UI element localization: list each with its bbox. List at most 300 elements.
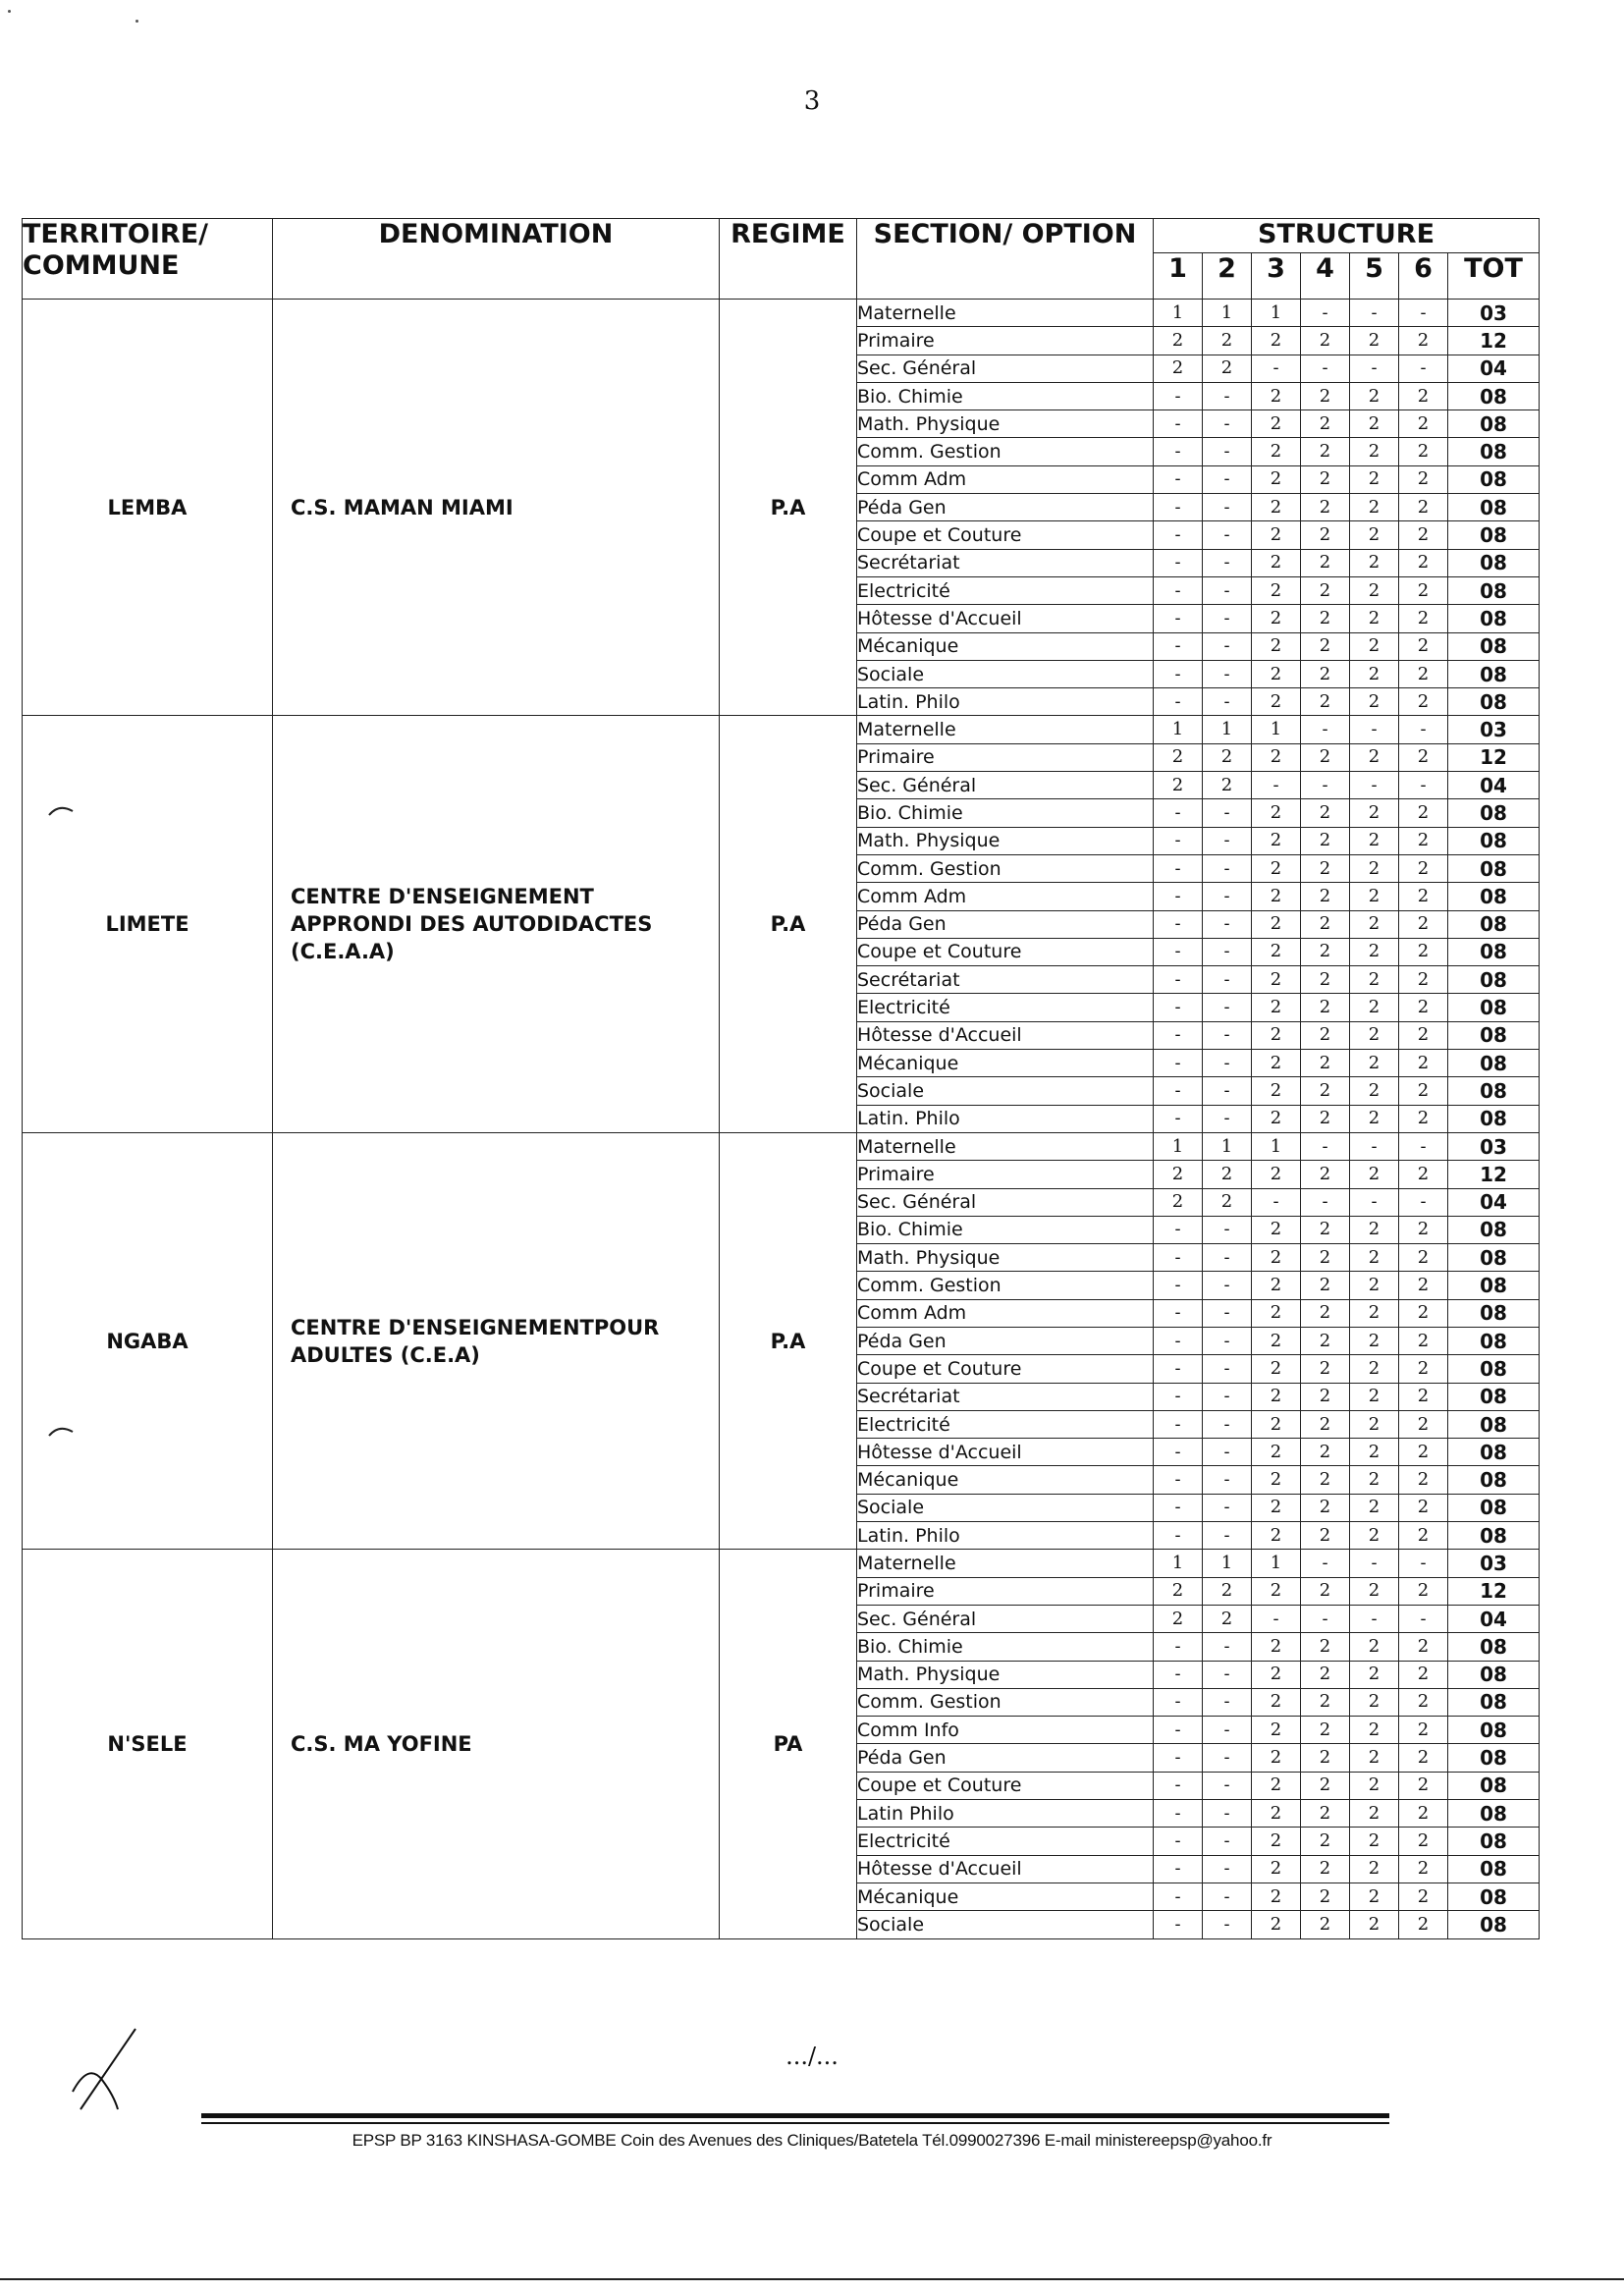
header-territoire: TERRITOIRE/ COMMUNE [23,219,273,300]
level-4-cell: 2 [1301,1439,1350,1466]
table-header [23,219,1540,300]
level-2-cell: 2 [1203,1161,1252,1188]
level-5-cell: 2 [1350,465,1399,493]
level-3-cell: 2 [1252,1577,1301,1605]
level-6-cell: 2 [1399,1522,1448,1550]
level-5-cell: 2 [1350,854,1399,882]
option-cell: Maternelle [857,1132,1154,1160]
level-1-cell: - [1154,1355,1203,1383]
denomination-line: CENTRE D'ENSEIGNEMENT [291,885,594,909]
level-6-cell: 2 [1399,1327,1448,1354]
option-cell: Sociale [857,660,1154,687]
header-level-4: 4 [1301,253,1350,300]
tot-cell: 08 [1448,1077,1540,1105]
level-2-cell: 1 [1203,1132,1252,1160]
level-5-cell: 2 [1350,1772,1399,1799]
level-6-cell: 2 [1399,1772,1448,1799]
option-cell: Comm. Gestion [857,1688,1154,1716]
level-1-cell: - [1154,1800,1203,1828]
level-1-cell: - [1154,521,1203,549]
level-4-cell: 2 [1301,1410,1350,1438]
level-5-cell: - [1350,300,1399,327]
option-cell: Bio. Chimie [857,382,1154,409]
header-tot: TOT [1448,253,1540,300]
tot-cell: 03 [1448,716,1540,743]
tot-cell: 08 [1448,494,1540,521]
option-cell: Mécanique [857,1883,1154,1910]
schools-structure-table [22,218,1540,1939]
option-cell: Electricité [857,1410,1154,1438]
level-6-cell: 2 [1399,1911,1448,1938]
level-2-cell: - [1203,382,1252,409]
level-1-cell: 1 [1154,1550,1203,1577]
tot-cell: 08 [1448,632,1540,660]
table-row [23,716,1540,743]
tot-cell: 08 [1448,910,1540,938]
level-3-cell: - [1252,1605,1301,1632]
level-6-cell: 2 [1399,688,1448,716]
level-2-cell: - [1203,1744,1252,1772]
option-cell: Primaire [857,327,1154,355]
level-4-cell: 2 [1301,910,1350,938]
level-5-cell: - [1350,1132,1399,1160]
option-cell: Secrétariat [857,1383,1154,1410]
option-cell: Latin. Philo [857,1105,1154,1132]
option-cell: Hôtesse d'Accueil [857,1021,1154,1049]
level-3-cell: - [1252,355,1301,382]
level-1-cell: - [1154,966,1203,994]
level-4-cell: - [1301,300,1350,327]
level-2-cell: - [1203,994,1252,1021]
level-5-cell: 2 [1350,1883,1399,1910]
level-3-cell: 2 [1252,1439,1301,1466]
level-4-cell: 2 [1301,1828,1350,1855]
level-4-cell: 2 [1301,938,1350,965]
level-3-cell: 2 [1252,576,1301,604]
level-1-cell: - [1154,1050,1203,1077]
level-2-cell: - [1203,1494,1252,1521]
level-1-cell: - [1154,1272,1203,1299]
level-3-cell: 2 [1252,799,1301,827]
level-2-cell: - [1203,1410,1252,1438]
level-1-cell: 2 [1154,327,1203,355]
level-2-cell: 2 [1203,1188,1252,1216]
level-6-cell: 2 [1399,1800,1448,1828]
denomination-line: CENTRE D'ENSEIGNEMENTPOUR [291,1315,660,1339]
level-2-cell: - [1203,1828,1252,1855]
tot-cell: 03 [1448,1550,1540,1577]
level-2-cell: - [1203,1077,1252,1105]
level-1-cell: - [1154,465,1203,493]
level-6-cell: 2 [1399,854,1448,882]
level-6-cell: - [1399,1605,1448,1632]
tot-cell: 08 [1448,1299,1540,1327]
level-2-cell: - [1203,1633,1252,1661]
tot-cell: 03 [1448,1132,1540,1160]
option-cell: Comm Adm [857,465,1154,493]
option-cell: Secrétariat [857,549,1154,576]
tot-cell: 08 [1448,1272,1540,1299]
level-2-cell: - [1203,910,1252,938]
level-3-cell: 2 [1252,854,1301,882]
tot-cell: 08 [1448,521,1540,549]
level-4-cell: 2 [1301,660,1350,687]
level-2-cell: - [1203,1050,1252,1077]
level-1-cell: 2 [1154,1605,1203,1632]
level-4-cell: 2 [1301,494,1350,521]
level-4-cell: 2 [1301,1355,1350,1383]
option-cell: Coupe et Couture [857,521,1154,549]
option-cell: Sec. Général [857,355,1154,382]
level-1-cell: - [1154,1633,1203,1661]
tot-cell: 08 [1448,1688,1540,1716]
level-6-cell: 2 [1399,827,1448,854]
tot-cell: 08 [1448,1216,1540,1243]
level-3-cell: 2 [1252,1772,1301,1799]
level-1-cell: - [1154,576,1203,604]
level-5-cell: 2 [1350,1327,1399,1354]
level-1-cell: - [1154,1717,1203,1744]
option-cell: Coupe et Couture [857,1772,1154,1799]
level-4-cell: 2 [1301,521,1350,549]
level-5-cell: 2 [1350,1661,1399,1688]
option-cell: Latin. Philo [857,688,1154,716]
level-5-cell: 2 [1350,1855,1399,1883]
level-3-cell: 2 [1252,660,1301,687]
level-5-cell: - [1350,1188,1399,1216]
tot-cell: 08 [1448,994,1540,1021]
level-2-cell: - [1203,854,1252,882]
level-2-cell: 1 [1203,1550,1252,1577]
level-1-cell: - [1154,1077,1203,1105]
level-6-cell: 2 [1399,1021,1448,1049]
level-6-cell: - [1399,355,1448,382]
level-1-cell: - [1154,1494,1203,1521]
level-3-cell: 2 [1252,605,1301,632]
level-6-cell: 2 [1399,632,1448,660]
level-6-cell: 2 [1399,1383,1448,1410]
level-6-cell: 2 [1399,438,1448,465]
regime-cell: P.A [720,1132,857,1549]
level-1-cell: - [1154,994,1203,1021]
option-cell: Péda Gen [857,1744,1154,1772]
tot-cell: 08 [1448,883,1540,910]
level-2-cell: 1 [1203,716,1252,743]
level-5-cell: 2 [1350,1522,1399,1550]
level-2-cell: - [1203,521,1252,549]
header-level-5: 5 [1350,253,1399,300]
level-3-cell: 2 [1252,1911,1301,1938]
tot-cell: 08 [1448,438,1540,465]
header-section-option: SECTION/ OPTION [857,219,1154,300]
level-3-cell: 2 [1252,521,1301,549]
level-5-cell: 2 [1350,1466,1399,1494]
level-5-cell: - [1350,716,1399,743]
continued-marker: .../... [785,2043,839,2070]
level-4-cell: 2 [1301,576,1350,604]
tot-cell: 08 [1448,1494,1540,1521]
level-3-cell: 2 [1252,1327,1301,1354]
tot-cell: 08 [1448,938,1540,965]
level-6-cell: 2 [1399,576,1448,604]
level-3-cell: 2 [1252,1021,1301,1049]
commune-cell: LIMETE [23,716,273,1132]
level-4-cell: 2 [1301,465,1350,493]
level-3-cell: 2 [1252,1077,1301,1105]
level-2-cell: 2 [1203,1605,1252,1632]
level-2-cell: - [1203,1021,1252,1049]
level-1-cell: - [1154,1439,1203,1466]
level-2-cell: - [1203,883,1252,910]
level-3-cell: 2 [1252,327,1301,355]
level-5-cell: 2 [1350,438,1399,465]
option-cell: Mécanique [857,1050,1154,1077]
option-cell: Maternelle [857,300,1154,327]
level-2-cell: 1 [1203,300,1252,327]
level-3-cell: 2 [1252,910,1301,938]
level-1-cell: - [1154,494,1203,521]
level-5-cell: 2 [1350,799,1399,827]
level-3-cell: 2 [1252,1494,1301,1521]
level-6-cell: 2 [1399,605,1448,632]
level-5-cell: 2 [1350,1355,1399,1383]
scan-speck [135,20,138,23]
level-6-cell: 2 [1399,660,1448,687]
regime-cell: PA [720,1550,857,1938]
option-cell: Bio. Chimie [857,1633,1154,1661]
level-4-cell: 2 [1301,688,1350,716]
level-1-cell: - [1154,1883,1203,1910]
tot-cell: 08 [1448,854,1540,882]
level-5-cell: 2 [1350,1577,1399,1605]
level-6-cell: 2 [1399,883,1448,910]
level-6-cell: 2 [1399,743,1448,771]
level-5-cell: - [1350,1550,1399,1577]
level-5-cell: 2 [1350,576,1399,604]
denomination-cell [273,300,720,716]
tot-cell: 12 [1448,743,1540,771]
option-cell: Sociale [857,1911,1154,1938]
level-2-cell: - [1203,688,1252,716]
option-cell: Secrétariat [857,966,1154,994]
option-cell: Maternelle [857,1550,1154,1577]
level-3-cell: 1 [1252,1550,1301,1577]
level-4-cell: 2 [1301,1021,1350,1049]
commune-cell: LEMBA [23,300,273,716]
tot-cell: 08 [1448,1466,1540,1494]
level-3-cell: 2 [1252,1744,1301,1772]
level-3-cell: 2 [1252,438,1301,465]
page-number: 3 [803,86,821,116]
level-2-cell: - [1203,799,1252,827]
tot-cell: 08 [1448,827,1540,854]
level-1-cell: - [1154,1522,1203,1550]
level-6-cell: 2 [1399,799,1448,827]
tot-cell: 04 [1448,772,1540,799]
option-cell: Comm. Gestion [857,438,1154,465]
tot-cell: 08 [1448,1800,1540,1828]
denomination-cell [273,1132,720,1549]
option-cell: Comm Adm [857,883,1154,910]
level-6-cell: 2 [1399,1633,1448,1661]
level-5-cell: 2 [1350,1744,1399,1772]
tot-cell: 08 [1448,549,1540,576]
level-4-cell: 2 [1301,410,1350,438]
regime-cell: P.A [720,716,857,1132]
level-3-cell: 2 [1252,827,1301,854]
level-6-cell: 2 [1399,1744,1448,1772]
level-1-cell: - [1154,1661,1203,1688]
level-3-cell: 2 [1252,1828,1301,1855]
level-5-cell: 2 [1350,1244,1399,1272]
level-6-cell: 2 [1399,465,1448,493]
level-6-cell: 2 [1399,1077,1448,1105]
level-6-cell: 2 [1399,1272,1448,1299]
level-4-cell: 2 [1301,883,1350,910]
level-5-cell: 2 [1350,1494,1399,1521]
tot-cell: 08 [1448,1355,1540,1383]
table-row [23,1550,1540,1577]
level-5-cell: 2 [1350,938,1399,965]
option-cell: Latin. Philo [857,1522,1154,1550]
level-4-cell: 2 [1301,1717,1350,1744]
level-1-cell: - [1154,605,1203,632]
denomination-line: (C.E.A.A) [291,940,395,964]
level-2-cell: - [1203,1272,1252,1299]
level-3-cell: 2 [1252,883,1301,910]
level-3-cell: 2 [1252,1855,1301,1883]
level-5-cell: 2 [1350,1688,1399,1716]
level-6-cell: - [1399,1132,1448,1160]
level-4-cell: 2 [1301,549,1350,576]
level-3-cell: 2 [1252,743,1301,771]
level-4-cell: 2 [1301,1161,1350,1188]
level-4-cell: 2 [1301,605,1350,632]
level-6-cell: - [1399,1550,1448,1577]
level-1-cell: - [1154,1383,1203,1410]
option-cell: Hôtesse d'Accueil [857,1855,1154,1883]
level-3-cell: 2 [1252,1105,1301,1132]
level-5-cell: 2 [1350,743,1399,771]
level-6-cell: 2 [1399,938,1448,965]
level-5-cell: 2 [1350,1633,1399,1661]
level-1-cell: - [1154,549,1203,576]
tot-cell: 08 [1448,1410,1540,1438]
level-5-cell: 2 [1350,1077,1399,1105]
level-5-cell: 2 [1350,660,1399,687]
level-6-cell: 2 [1399,1244,1448,1272]
option-cell: Hôtesse d'Accueil [857,605,1154,632]
level-5-cell: 2 [1350,410,1399,438]
level-2-cell: - [1203,938,1252,965]
tot-cell: 04 [1448,1188,1540,1216]
level-4-cell: 2 [1301,1577,1350,1605]
option-cell: Math. Physique [857,1661,1154,1688]
level-1-cell: 2 [1154,1188,1203,1216]
level-2-cell: - [1203,1800,1252,1828]
level-3-cell: 2 [1252,1466,1301,1494]
footer-rule-thick [201,2113,1389,2118]
level-4-cell: 2 [1301,438,1350,465]
level-6-cell: 2 [1399,1216,1448,1243]
level-6-cell: 2 [1399,1828,1448,1855]
level-3-cell: 2 [1252,1216,1301,1243]
level-4-cell: 2 [1301,1299,1350,1327]
tot-cell: 08 [1448,1717,1540,1744]
level-2-cell: 2 [1203,1577,1252,1605]
level-5-cell: - [1350,772,1399,799]
level-3-cell: 2 [1252,1383,1301,1410]
level-3-cell: 2 [1252,1244,1301,1272]
option-cell: Primaire [857,1161,1154,1188]
level-4-cell: 2 [1301,1077,1350,1105]
level-3-cell: 2 [1252,1161,1301,1188]
level-6-cell: 2 [1399,910,1448,938]
level-6-cell: 2 [1399,1466,1448,1494]
header-level-6: 6 [1399,253,1448,300]
level-4-cell: 2 [1301,854,1350,882]
level-3-cell: 2 [1252,1355,1301,1383]
level-5-cell: 2 [1350,1800,1399,1828]
tot-cell: 08 [1448,1883,1540,1910]
level-4-cell: 2 [1301,1911,1350,1938]
level-3-cell: 2 [1252,1272,1301,1299]
tot-cell: 08 [1448,799,1540,827]
level-2-cell: - [1203,465,1252,493]
tot-cell: 08 [1448,410,1540,438]
level-5-cell: 2 [1350,1272,1399,1299]
level-3-cell: 2 [1252,549,1301,576]
tot-cell: 08 [1448,1911,1540,1938]
level-3-cell: 2 [1252,465,1301,493]
level-4-cell: 2 [1301,1855,1350,1883]
level-3-cell: - [1252,772,1301,799]
level-6-cell: 2 [1399,994,1448,1021]
option-cell: Primaire [857,743,1154,771]
level-1-cell: - [1154,1466,1203,1494]
level-4-cell: - [1301,1550,1350,1577]
level-2-cell: - [1203,1911,1252,1938]
level-4-cell: 2 [1301,1688,1350,1716]
tot-cell: 08 [1448,966,1540,994]
level-1-cell: 1 [1154,716,1203,743]
pen-mark [47,803,75,817]
level-6-cell: - [1399,300,1448,327]
level-4-cell: 2 [1301,743,1350,771]
scan-speck [8,10,11,13]
level-2-cell: - [1203,1105,1252,1132]
level-1-cell: - [1154,1216,1203,1243]
level-3-cell: - [1252,1188,1301,1216]
level-5-cell: 2 [1350,549,1399,576]
level-2-cell: - [1203,1216,1252,1243]
level-4-cell: - [1301,772,1350,799]
option-cell: Electricité [857,576,1154,604]
level-5-cell: 2 [1350,494,1399,521]
level-3-cell: 2 [1252,382,1301,409]
level-3-cell: 2 [1252,966,1301,994]
level-5-cell: 2 [1350,327,1399,355]
tot-cell: 12 [1448,1161,1540,1188]
level-6-cell: 2 [1399,410,1448,438]
tot-cell: 08 [1448,1383,1540,1410]
level-3-cell: 1 [1252,1132,1301,1160]
level-1-cell: 1 [1154,1132,1203,1160]
level-5-cell: 2 [1350,966,1399,994]
level-5-cell: 2 [1350,1828,1399,1855]
level-3-cell: 2 [1252,1883,1301,1910]
option-cell: Sec. Général [857,1188,1154,1216]
